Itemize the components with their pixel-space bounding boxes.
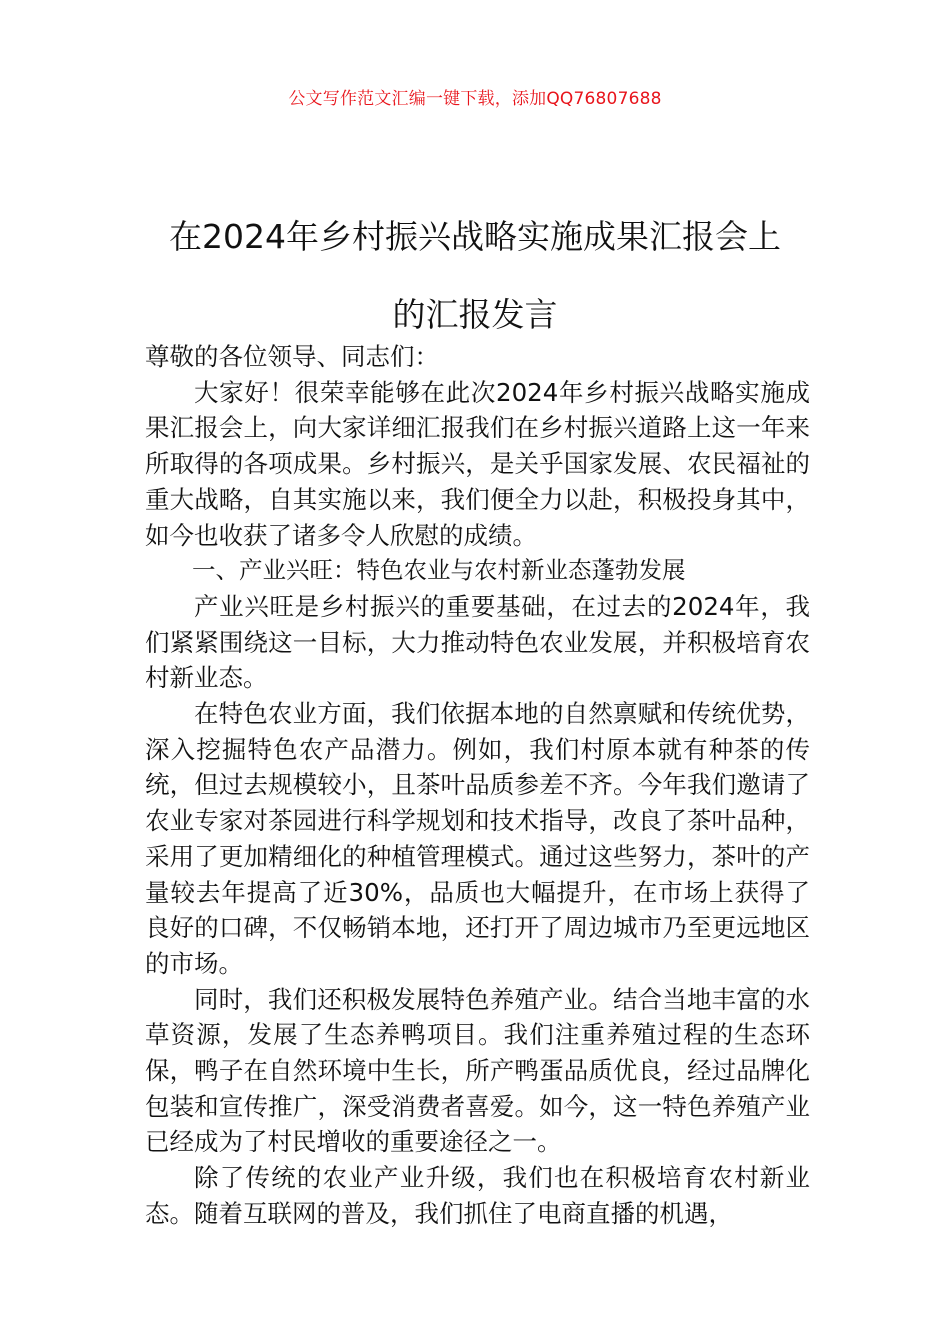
title-line-2: 的汇报发言 xyxy=(392,295,558,335)
paragraph-tea: 在特色农业方面，我们依据本地的自然禀赋和传统优势，深入挖掘特色农产品潜力。例如，我们村原本就有种茶的传统，但过去规模较小，且茶叶品质参差不齐。今年我们邀请了农业专家对茶园进行科学规划和技术指导，改良了茶叶品种，采用了更加精细化的种植管理模式。通过这些努力，茶叶的产量较去年提高了近30%，品质也大幅提升，在市场上获得了良好的口碑，不仅畅销本地，还打开了周边城市乃至更远地区的市场。 xyxy=(145,699,810,978)
paragraph-opening: 大家好！很荣幸能够在此次2024年乡村振兴战略实施成果汇报会上，向大家详细汇报我们在乡村振兴道路上这一年来所取得的各项成果。乡村振兴，是关乎国家发展、农民福祉的重大战略，自其实施以来，我们便全力以赴，积极投身其中，如今也收获了诸多令人欣慰的成绩。 xyxy=(145,377,810,550)
document-body xyxy=(145,339,810,1232)
paragraph-new-business: 除了传统的农业产业升级，我们也在积极培育农村新业态。随着互联网的普及，我们抓住了电商直播的机遇， xyxy=(145,1163,810,1228)
section-heading-1: 一、产业兴旺：特色农业与农村新业态蓬勃发展 xyxy=(192,556,686,585)
title-line-1: 在2024年乡村振兴战略实施成果汇报会上 xyxy=(169,217,781,257)
paragraph-duck: 同时，我们还积极发展特色养殖产业。结合当地丰富的水草资源，发展了生态养鸭项目。我们注重养殖过程的生态环保，鸭子在自然环境中生长，所产鸭蛋品质优良，经过品牌化包装和宣传推广，深受消费者喜爱。如今，这一特色养殖产业已经成为了村民增收的重要途径之一。 xyxy=(145,984,810,1157)
document-title xyxy=(100,198,850,354)
salutation: 尊敬的各位领导、同志们： xyxy=(145,342,439,371)
paragraph-industry-intro: 产业兴旺是乡村振兴的重要基础，在过去的2024年，我们紧紧围绕这一目标，大力推动特色农业发展，并积极培育农村新业态。 xyxy=(145,591,810,693)
header-watermark: 公文写作范文汇编一键下载，添加QQ76807688 xyxy=(288,89,662,109)
